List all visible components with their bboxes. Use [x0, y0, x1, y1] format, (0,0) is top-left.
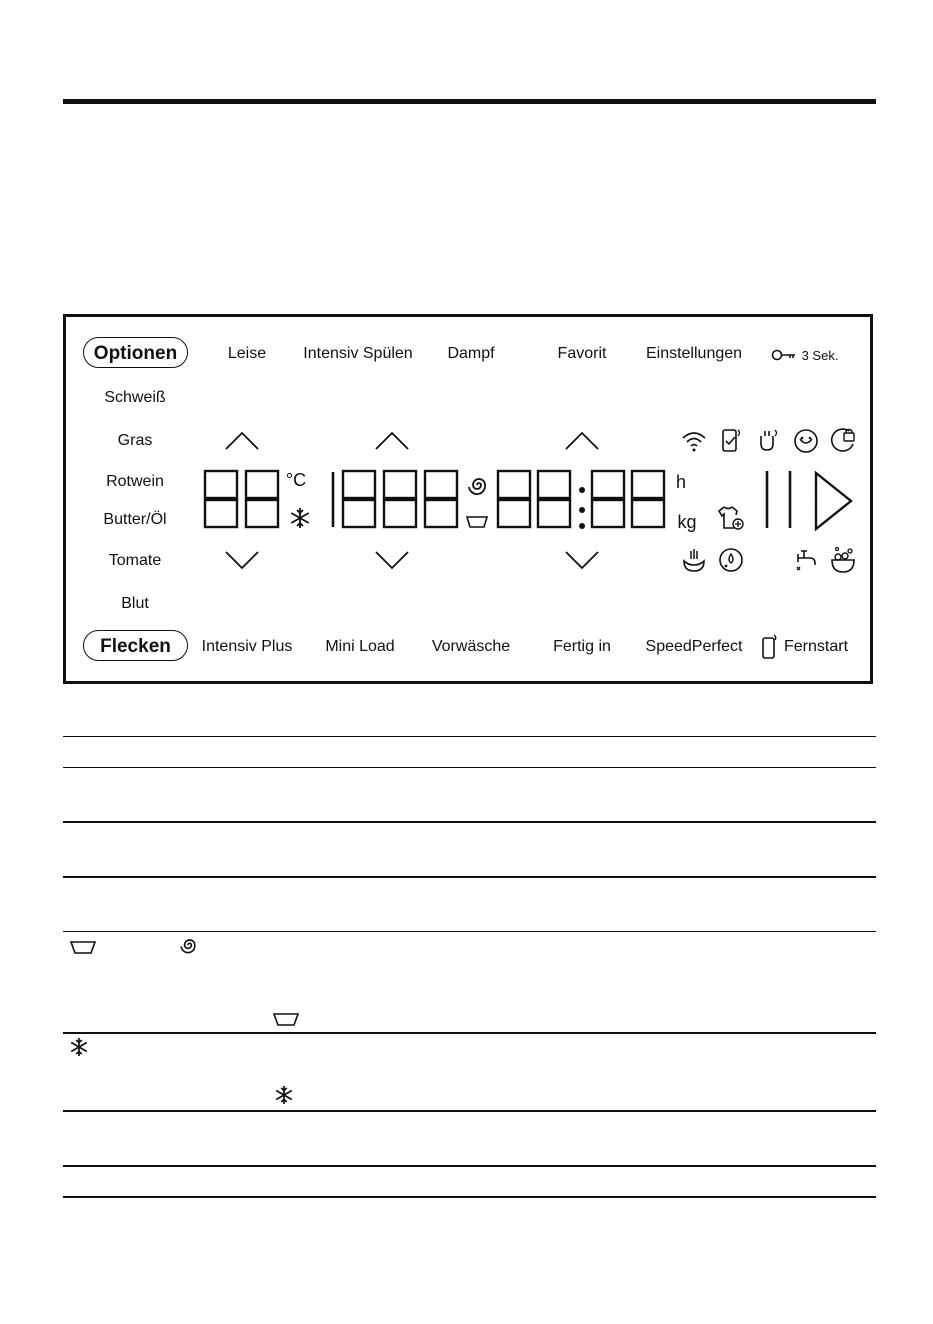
tub-icon: [466, 515, 488, 533]
stain-tomate[interactable]: Tomate: [108, 552, 162, 569]
spiral-icon: [178, 935, 198, 960]
table-rule: [63, 736, 876, 737]
time-down-arrow-icon[interactable]: [565, 551, 599, 574]
snowflake-icon: [273, 1084, 295, 1111]
option-vorwaesche[interactable]: Vorwäsche: [431, 638, 511, 655]
table-rule: [63, 931, 876, 932]
pause-icon[interactable]: [764, 470, 794, 535]
temp-down-arrow-icon[interactable]: [225, 551, 259, 574]
drum-clean-icon: [793, 428, 819, 459]
option-favorit[interactable]: Favorit: [557, 345, 607, 362]
drum-dot-icon: [718, 547, 744, 578]
phone-icon: [761, 634, 779, 665]
table-rule: [63, 1032, 876, 1034]
table-rule: [63, 1196, 876, 1198]
table-rule: [63, 876, 876, 878]
option-fernstart[interactable]: Fernstart: [783, 638, 849, 655]
play-icon[interactable]: [814, 472, 854, 535]
shirt-plus-icon: [717, 505, 745, 536]
wifi-icon: [682, 430, 706, 457]
key-hold-label: 3 Sek.: [801, 348, 839, 363]
tub-icon: [273, 1013, 299, 1031]
spin-display: [330, 470, 460, 535]
child-lock-icon: [829, 426, 857, 459]
option-leise[interactable]: Leise: [227, 345, 267, 362]
option-einstellungen[interactable]: Einstellungen: [645, 345, 743, 362]
temp-display: [204, 470, 280, 535]
table-rule: [63, 1165, 876, 1167]
snowflake-icon: [68, 1036, 90, 1063]
flecken-button[interactable]: Flecken: [83, 630, 188, 661]
phone-check-icon: [721, 427, 743, 458]
key-icon: [771, 348, 797, 366]
stain-butter-oel[interactable]: Butter/Öl: [103, 511, 167, 528]
spin-up-arrow-icon[interactable]: [375, 432, 409, 455]
table-rule: [63, 821, 876, 823]
time-up-arrow-icon[interactable]: [565, 432, 599, 455]
plug-icon: [758, 428, 780, 459]
hours-unit: h: [675, 472, 687, 492]
stain-rotwein[interactable]: Rotwein: [106, 473, 164, 490]
optionen-button[interactable]: Optionen: [83, 337, 188, 368]
temp-up-arrow-icon[interactable]: [225, 432, 259, 455]
spin-down-arrow-icon[interactable]: [375, 551, 409, 574]
detergent-icon: [829, 546, 857, 579]
stain-gras[interactable]: Gras: [117, 432, 153, 449]
stain-blut[interactable]: Blut: [121, 595, 149, 612]
weight-unit: kg: [677, 512, 697, 532]
temp-unit: °C: [285, 470, 307, 490]
header-rule: [63, 99, 876, 104]
option-intensiv-spuelen[interactable]: Intensiv Spülen: [303, 345, 413, 362]
stain-schweiss[interactable]: Schweiß: [104, 389, 166, 406]
snowflake-icon: [288, 506, 312, 535]
option-intensiv-plus[interactable]: Intensiv Plus: [201, 638, 293, 655]
steam-icon: [681, 547, 707, 578]
spiral-icon: [465, 473, 489, 502]
table-rule: [63, 767, 876, 768]
option-mini-load[interactable]: Mini Load: [325, 638, 395, 655]
option-dampf[interactable]: Dampf: [447, 345, 495, 362]
table-rule: [63, 1110, 876, 1112]
option-speedperfect[interactable]: SpeedPerfect: [645, 638, 743, 655]
tap-icon: [794, 548, 818, 579]
tub-icon: [70, 941, 96, 959]
option-fertig-in[interactable]: Fertig in: [553, 638, 611, 655]
time-display: [497, 470, 667, 535]
